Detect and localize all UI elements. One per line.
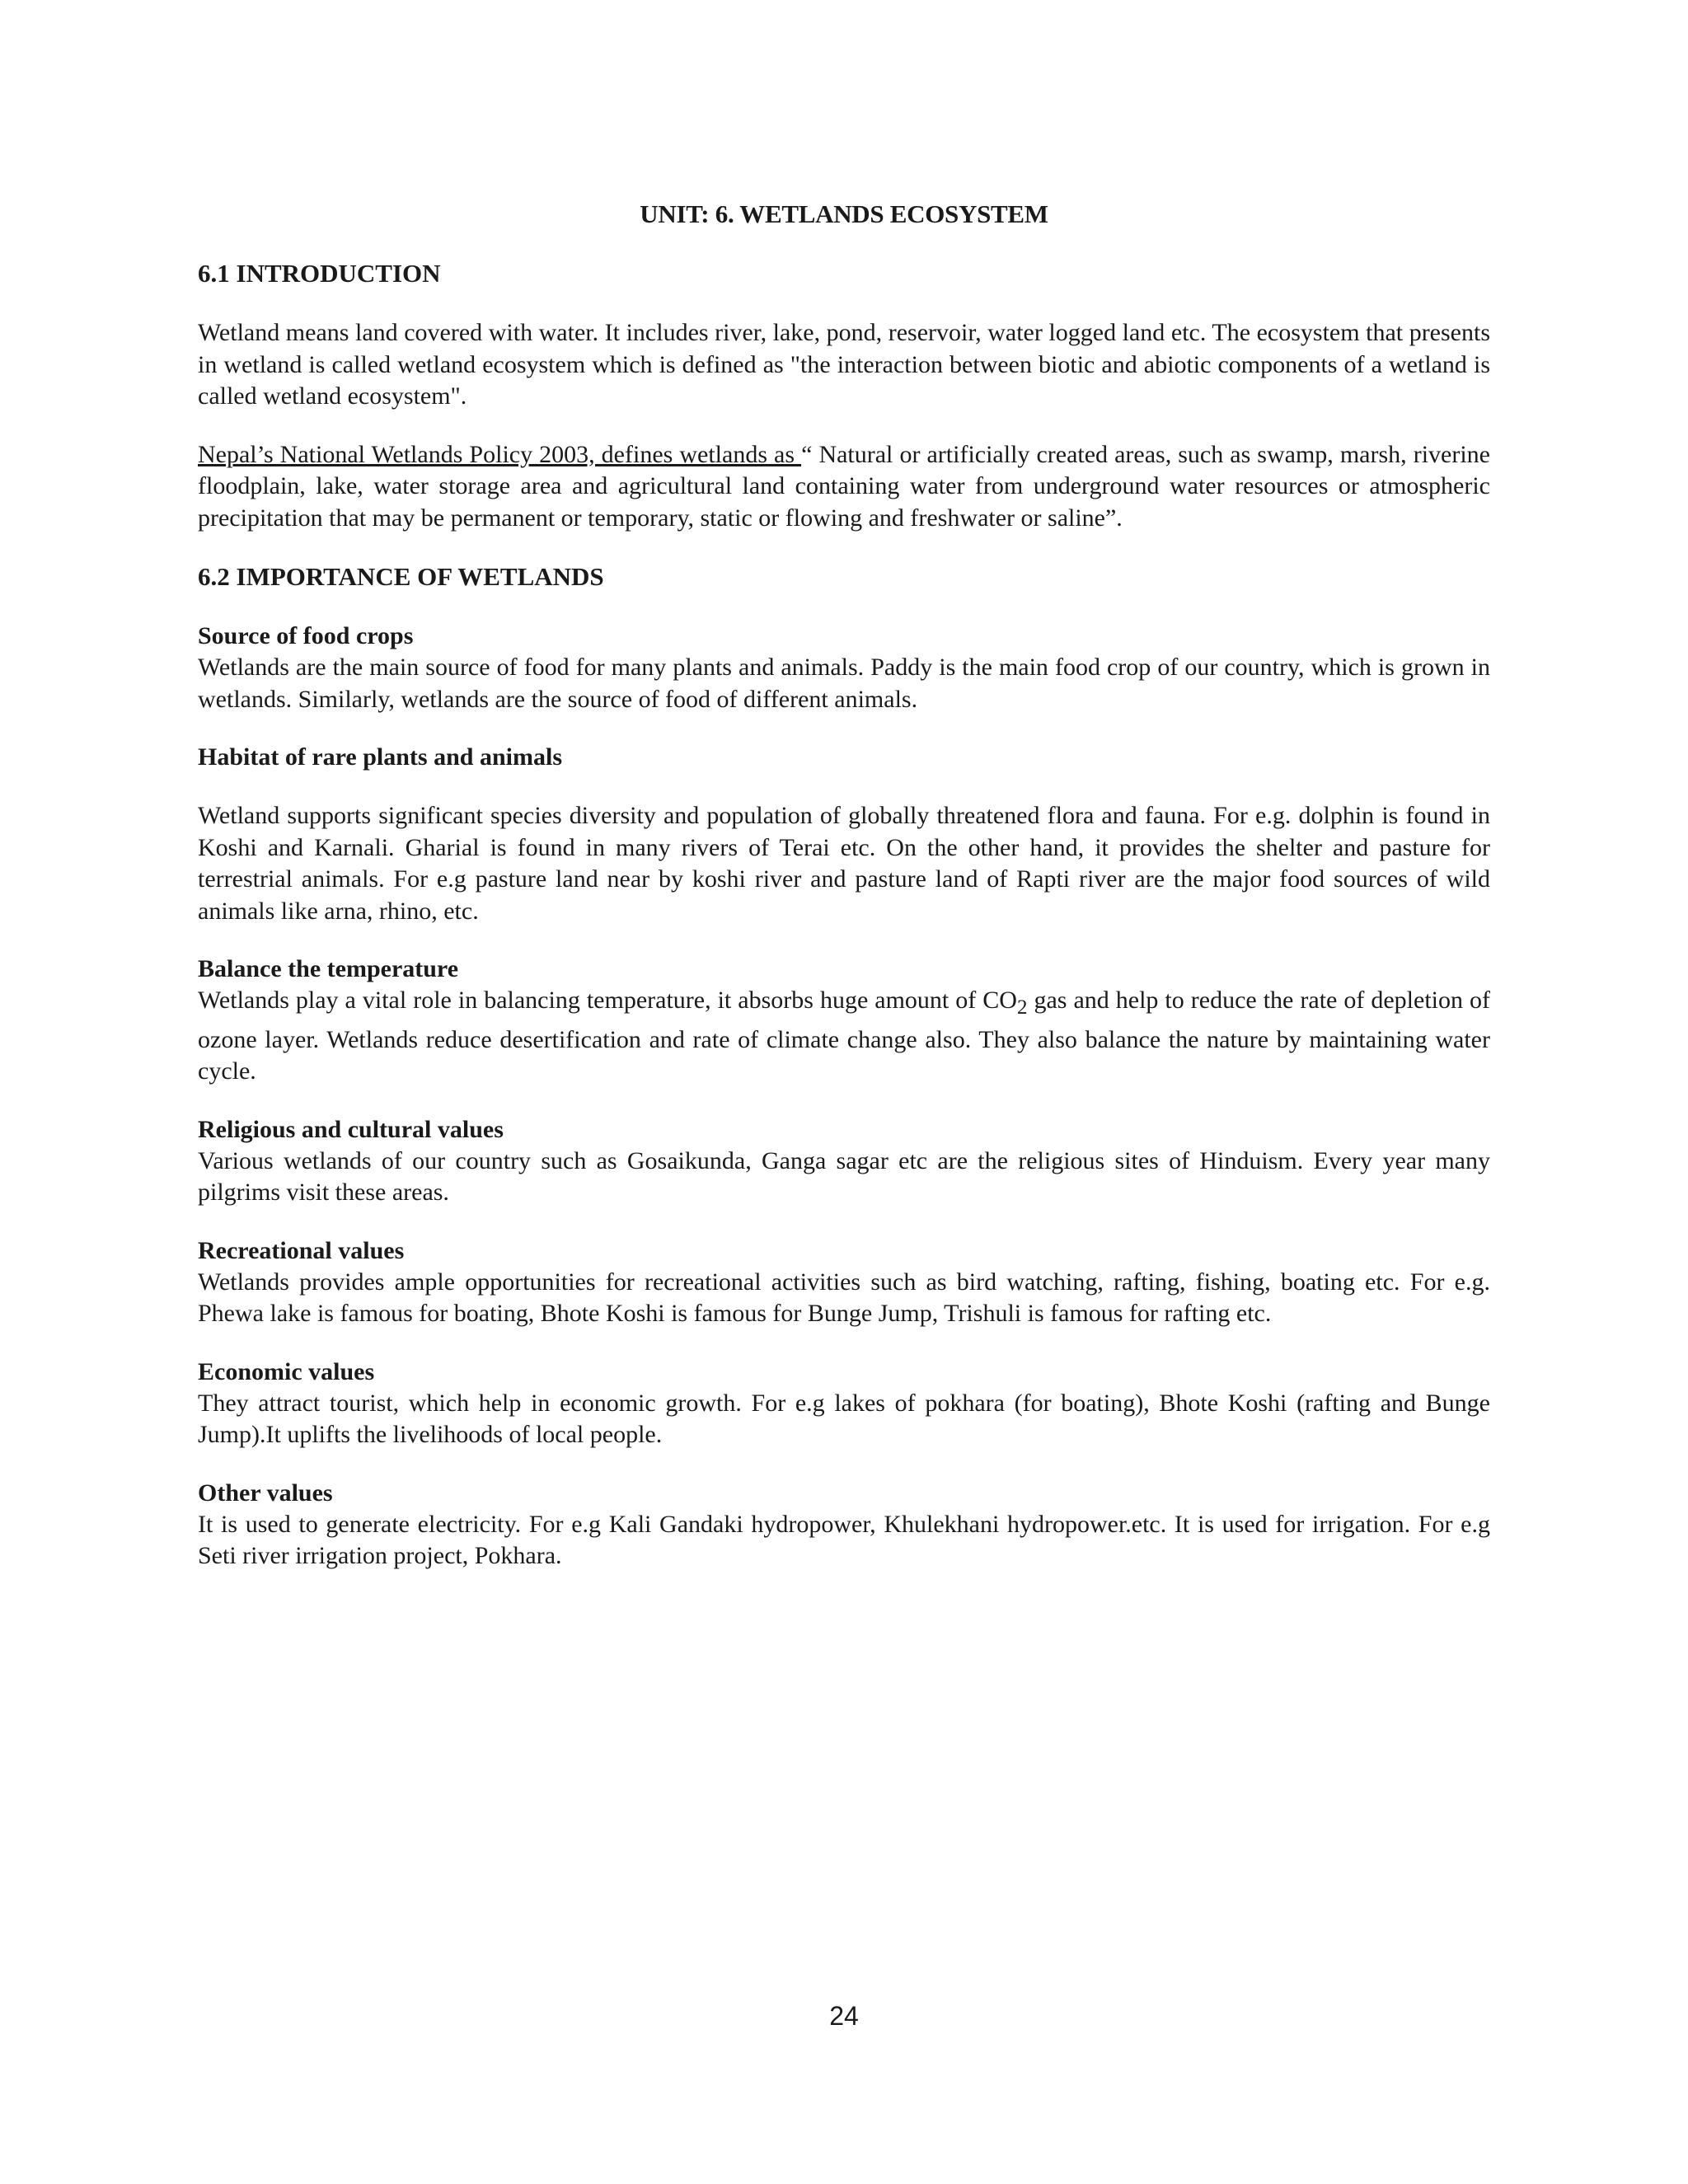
temperature-text bbox=[198, 985, 1490, 1088]
other-values-block bbox=[198, 1478, 1490, 1572]
co2-subscript: 2 bbox=[1016, 996, 1028, 1019]
policy-paragraph bbox=[198, 439, 1490, 535]
recreational-heading: Recreational values bbox=[198, 1236, 405, 1264]
policy-definition: “ Natural or artificially created areas, such as swamp, marsh, riverine floodplain, lake, water storage area and agricultural land containing water from underground water resources or atmospheric precipitation that may be permanent or temporary, static or flowing and freshwater or saline”. bbox=[198, 440, 1490, 532]
other-values-heading: Other values bbox=[198, 1479, 333, 1507]
economic-text: They attract tourist, which help in economic growth. For e.g lakes of pokhara (for boating), Bhote Koshi (rafting and Bunge Jump).It uplifts the livelihoods of local people. bbox=[198, 1389, 1490, 1448]
habitat-text: Wetland supports significant species diversity and population of globally threatened flora and fauna. For e.g. dolphin is found in Koshi and Karnali. Gharial is found in many rivers of Terai etc. On the other hand, it provides the shelter and pasture for terrestrial animals. For e.g pasture land near by koshi river and pasture land of Rapti river are the major food sources of wild animals like arna, rhino, etc. bbox=[198, 802, 1490, 925]
food-crops-heading: Source of food crops bbox=[198, 622, 414, 649]
temperature-heading: Balance the temperature bbox=[198, 955, 459, 982]
food-crops-text: Wetlands are the main source of food for many plants and animals. Paddy is the main food crop of our country, which is grown in wetlands. Similarly, wetlands are the source of food of different animals. bbox=[198, 654, 1490, 713]
section-heading-introduction: 6.1 INTRODUCTION bbox=[198, 259, 441, 288]
religious-text: Various wetlands of our country such as Gosaikunda, Ganga sagar etc are the religious sites of Hinduism. Every year many pilgrims visit these areas. bbox=[198, 1146, 1490, 1206]
unit-title: UNIT: 6. WETLANDS ECOSYSTEM bbox=[640, 199, 1048, 228]
section-heading-importance: 6.2 IMPORTANCE OF WETLANDS bbox=[198, 562, 604, 591]
intro-paragraph: Wetland means land covered with water. It includes river, lake, pond, reservoir, water logged land etc. The ecosystem that presents in wetland is called wetland ecosystem which is defined as "the interaction between biotic and abiotic components of a wetland is called wetland ecosystem". bbox=[198, 319, 1490, 410]
economic-block bbox=[198, 1357, 1490, 1451]
recreational-block bbox=[198, 1235, 1490, 1330]
food-crops-block bbox=[198, 621, 1490, 715]
page-content bbox=[198, 257, 1490, 1599]
temperature-block bbox=[198, 954, 1490, 1088]
habitat-block bbox=[198, 742, 1490, 927]
page-number: 24 bbox=[829, 2001, 859, 2031]
habitat-heading: Habitat of rare plants and animals bbox=[198, 743, 562, 771]
policy-reference: Nepal’s National Wetlands Policy 2003, defines wetlands as bbox=[198, 440, 802, 468]
temperature-text-start: Wetlands play a vital role in balancing temperature, it absorbs huge amount of CO bbox=[198, 987, 1017, 1014]
economic-heading: Economic values bbox=[198, 1357, 375, 1385]
religious-heading: Religious and cultural values bbox=[198, 1115, 504, 1143]
other-values-text: It is used to generate electricity. For e.g Kali Gandaki hydropower, Khulekhani hydropower.etc. It is used for irrigation. For e.g Seti river irrigation project, Pokhara. bbox=[198, 1510, 1490, 1569]
recreational-text: Wetlands provides ample opportunities for recreational activities such as bird watching, rafting, fishing, boating etc. For e.g. Phewa lake is famous for boating, Bhote Koshi is famous for Bunge Jump, Trishuli is famous for rafting etc. bbox=[198, 1268, 1490, 1327]
religious-block bbox=[198, 1114, 1490, 1209]
temperature-text-end: gas and help to reduce the rate of depletion of ozone layer. Wetlands reduce desertification and rate of climate change also. They also balance the nature by maintaining water cycle. bbox=[198, 987, 1490, 1085]
